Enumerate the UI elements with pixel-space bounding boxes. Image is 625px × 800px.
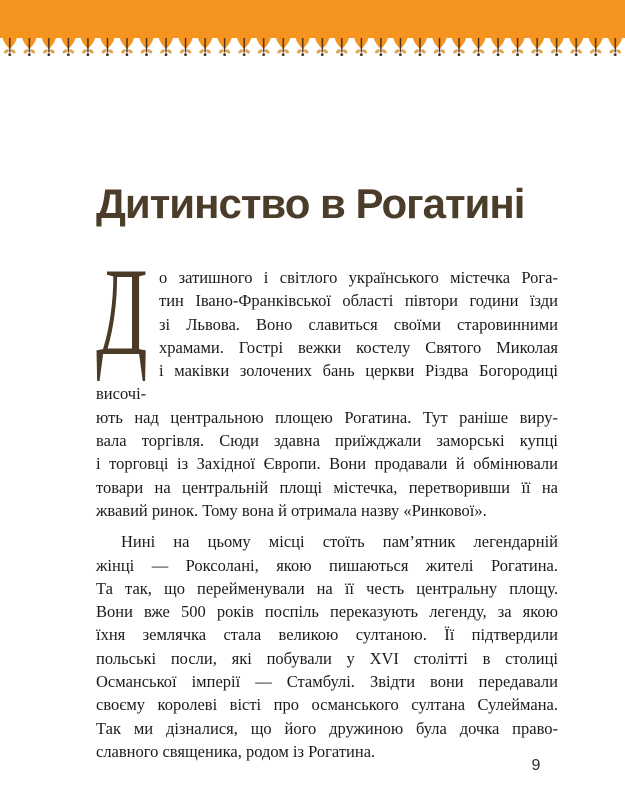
text-line: тин Івано-Франківської області півтори години їзди	[159, 291, 558, 311]
body-text	[96, 243, 558, 763]
text-line: Нині на цьому місці стоїть пам’ятник легендарній	[121, 532, 558, 552]
text-line: Так ми дізналися, що його дружиною була дочка право-	[96, 718, 558, 738]
text-line: зі Львова. Воно славиться своїми старовинними	[159, 314, 558, 334]
ornament-band	[0, 0, 625, 38]
text-line: вала торгівля. Сюди здавна приїжджали заморські купці	[96, 431, 558, 451]
paragraph-1	[96, 243, 558, 522]
text-line: ють над центральною площею Рогатина. Тут раніше виру-	[96, 407, 558, 427]
text-line: Та так, що перейменували на її честь центральну площу.	[96, 578, 558, 598]
text-line: о затишного і світлого українського містечка Рога-	[159, 268, 558, 287]
text-line: Османської імперії — Стамбулі. Звідти вони передавали	[96, 672, 558, 692]
text-line: їхня землячка стала великою султаною. Її підтвердили	[96, 625, 558, 645]
text-line: жвавий ринок. Тому вона й отримала назву «Ринкової».	[96, 500, 487, 520]
text-line: храмами. Гострі вежки костелу Святого Миколая	[159, 337, 558, 357]
text-line: і торговці із Західної Європи. Вони продавали й обмінювали	[96, 454, 558, 474]
text-line: товари на центральній площі містечка, перетворивши її на	[96, 477, 558, 497]
paragraph-2	[96, 530, 558, 763]
page-number: 9	[531, 757, 541, 774]
fringe-ornament	[0, 38, 625, 59]
text-line: жінці — Роксолані, якою пишаються жителі Рогатина.	[96, 555, 558, 575]
drop-cap	[96, 243, 159, 382]
drop-cap-letter: Д	[96, 243, 148, 382]
text-line: своєму королеві вісті про османського султана Сулеймана.	[96, 695, 558, 715]
text-line: славного священика, родом із Рогатина.	[96, 741, 376, 761]
text-line: Вони вже 500 років поспіль переказують легенду, за якою	[96, 602, 558, 622]
chapter-title: Дитинство в Рогатині	[96, 180, 525, 227]
text-line: і маківки золочених бань церкви Різдва Богородиці височі-	[96, 361, 558, 404]
text-line: польські посли, які побували у XVI столітті в столиці	[96, 648, 558, 668]
